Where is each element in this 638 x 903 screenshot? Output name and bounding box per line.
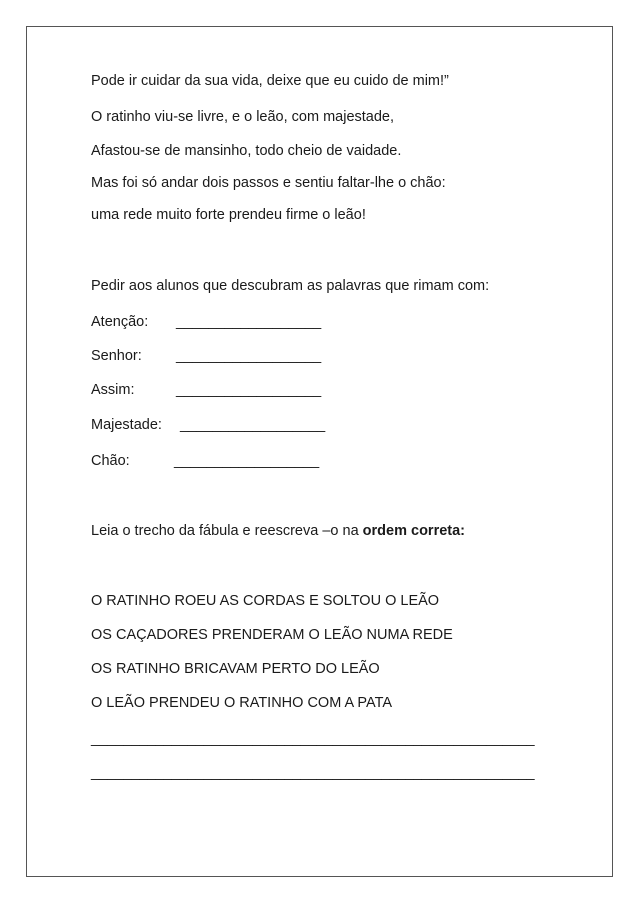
rhyme-answer-blank[interactable]: __________________ — [176, 314, 322, 330]
poem-line-1: Pode ir cuidar da sua vida, deixe que eu cuido de mim!” — [91, 73, 449, 89]
rhyme-row-senhor — [91, 347, 322, 365]
sentence-4: O LEÃO PRENDEU O RATINHO COM A PATA — [91, 695, 393, 711]
rhyme-row-atencao — [91, 313, 322, 331]
poem-line-5: uma rede muito forte prendeu firme o leão! — [91, 207, 366, 223]
rhyme-answer-blank[interactable]: __________________ — [180, 417, 326, 433]
rhyme-label: Atenção: — [91, 314, 149, 330]
sentence-1: O RATINHO ROEU AS CORDAS E SOLTOU O LEÃO — [91, 593, 440, 609]
answer-line-1[interactable]: _______________________________________________________ — [91, 731, 535, 747]
rhyme-label: Majestade: — [91, 417, 162, 433]
reorder-instruction — [91, 522, 465, 540]
rhyme-row-chao — [91, 452, 320, 470]
rhyme-answer-blank[interactable]: __________________ — [176, 382, 322, 398]
reorder-instruction-emphasis: ordem correta: — [362, 523, 465, 539]
rhyme-answer-blank[interactable]: __________________ — [176, 348, 322, 364]
rhyme-label: Chão: — [91, 453, 130, 469]
poem-line-4: Mas foi só andar dois passos e sentiu faltar-lhe o chão: — [91, 175, 446, 191]
rhymes-instruction: Pedir aos alunos que descubram as palavras que rimam com: — [91, 278, 490, 294]
answer-line-2[interactable]: _______________________________________________________ — [91, 765, 535, 781]
sentence-2: OS CAÇADORES PRENDERAM O LEÃO NUMA REDE — [91, 627, 453, 643]
reorder-instruction-text: Leia o trecho da fábula e reescreva –o na — [91, 523, 363, 539]
rhyme-row-assim — [91, 381, 322, 399]
rhyme-row-majestade — [91, 416, 326, 434]
poem-line-2: O ratinho viu-se livre, e o leão, com majestade, — [91, 109, 395, 125]
rhyme-label: Senhor: — [91, 348, 142, 364]
rhyme-answer-blank[interactable]: __________________ — [174, 453, 320, 469]
sentence-3: OS RATINHO BRICAVAM PERTO DO LEÃO — [91, 661, 380, 677]
rhyme-label: Assim: — [91, 382, 135, 398]
poem-line-3: Afastou-se de mansinho, todo cheio de vaidade. — [91, 143, 402, 159]
